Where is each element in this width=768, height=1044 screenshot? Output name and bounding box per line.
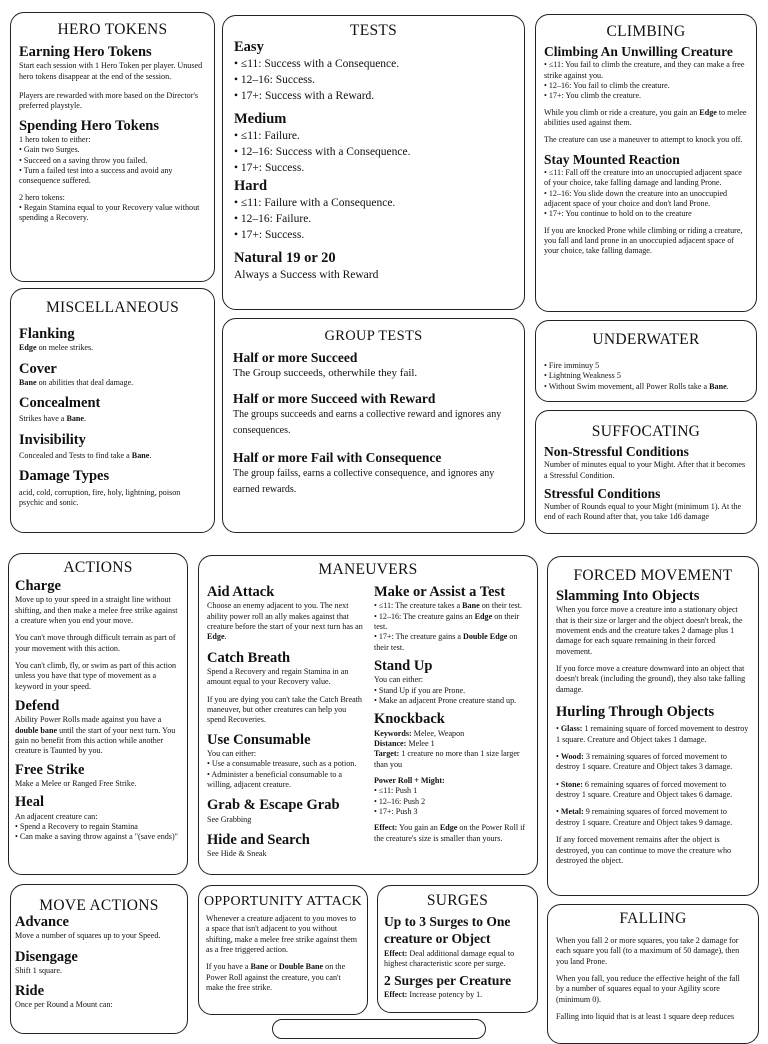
list-item: • Gain two Surges. [19, 145, 80, 155]
list-item: • Without Swim movement, all Power Rolls take a Bane. [544, 381, 729, 391]
text: You can either: [207, 748, 257, 758]
text: Whenever a creature adjacent to you moves to a space that isn't adjacent to you without shifting, make a melee free strike against them as a free triggered action. [206, 914, 358, 955]
text: Number of Rounds equal to your Might (minimum 1). At the end of each Round after that, you take 1d6 damage [544, 502, 742, 522]
text: Effect: You gain an Edge on the Power Roll if the creature's size is smaller than yours. [373, 823, 526, 843]
text: The group failss, earns a collective consequence, and ignores any earned rewards. [233, 467, 495, 495]
section-heading: Stressful Conditions [544, 485, 661, 501]
section-heading: Slamming Into Objects [556, 588, 700, 604]
text: Edge on melee strikes. [19, 343, 94, 353]
text: Shift 1 square. [15, 965, 62, 975]
list-item: • 17+: Success. [234, 229, 305, 242]
section-heading: Damage Types [19, 468, 110, 485]
surges-panel [377, 885, 538, 1013]
panel-title: HERO TOKENS [57, 21, 168, 38]
list-item: • 17+: Success. [234, 161, 305, 174]
text: Effect: Increase potency by 1. [384, 989, 483, 999]
list-item: • 12–16: Success. [234, 74, 316, 87]
section-heading: Knockback [373, 711, 445, 728]
list-item: • Lightning Weakness 5 [544, 371, 621, 381]
list-item: • ≤11: Success with a Consequence. [234, 58, 400, 71]
section-heading: Up to 3 Surges to One creature or Object [384, 914, 511, 946]
text: Choose an enemy adjacent to you. The next ability power roll an ally makes against that creature before the start of your next turn has an Edge. [207, 601, 363, 642]
text: You can't climb, fly, or swim as part of this action unless you have that type of movement as a keyword in your speed. [15, 661, 177, 691]
list-item: • 12–16: Push 2 [373, 796, 426, 806]
panel-title: UNDERWATER [592, 331, 700, 348]
text: Ability Power Rolls made against you have a double bane until the start of your next turn. You gain no benefit from this action while another creature is Taunted by you. [15, 715, 176, 756]
section-heading: Hurling Through Objects [556, 704, 715, 721]
list-item: • Fire imminuy 5 [544, 361, 600, 370]
list-item: • Can make a saving throw against a "(save ends)" [15, 832, 178, 842]
actions-panel [8, 553, 188, 875]
list-item: • Regain Stamina equal to your Recovery value without spending a Recovery. [19, 203, 200, 223]
text: An adjacent creature can: [15, 811, 98, 821]
section-heading: Use Consumable [207, 731, 311, 748]
list-item: • Stand Up if you are Prone. [373, 685, 466, 695]
list-item: • Stone: 6 remaining squares of forced movement to destroy 1 square. Creature and Object takes 6 damage. [556, 779, 733, 800]
list-item: • ≤11: Push 1 [373, 786, 418, 796]
section-heading: Defend [15, 698, 60, 715]
text: Number of minutes equal to your Might. After that it becomes a Stressful Condition. [544, 460, 746, 480]
section-heading: Hard [234, 178, 268, 194]
miscellaneous-panel [10, 288, 215, 533]
section-heading: Catch Breath [207, 649, 291, 666]
section-heading: Cover [19, 360, 57, 377]
section-heading: Heal [15, 794, 44, 811]
text: acid, cold, corruption, fire, holy, lightning, poison psychic and sonic. [19, 487, 181, 507]
section-heading: Grab & Escape Grab [207, 797, 340, 814]
section-heading: Easy [234, 39, 264, 55]
panel-title: MISCELLANEOUS [45, 299, 180, 316]
falling-panel [547, 904, 759, 1044]
text: Keywords: Melee, Weapon [373, 728, 465, 738]
text: You can't move through difficult terrain as part of your movement with this action. [15, 633, 176, 653]
section-heading: 2 Surges per Creature [384, 973, 512, 989]
text: If you force move a creature downward into an object that doesn't break (including the ground), they also take falling damage. [556, 664, 746, 694]
list-item: • 17+: Success with a Reward. [234, 90, 375, 103]
section-heading: Climbing An Unwilling Creature [544, 44, 733, 59]
section-heading: Ride [15, 983, 44, 1000]
panel-title: ACTIONS [63, 559, 133, 576]
section-heading: Earning Hero Tokens [19, 44, 152, 60]
panel-title: MANEUVERS [318, 561, 418, 578]
text: Target: 1 creature no more than 1 size larger than you [373, 749, 520, 769]
section-heading: Hide and Search [207, 831, 310, 848]
text: Power Roll + Might: [373, 775, 445, 785]
list-item: • 12–16: You fail to climb the creature. [544, 80, 670, 90]
section-heading: Flanking [19, 326, 75, 342]
text: When you fall, you reduce the effective height of the fall by a number of squares equal to your Agility score (minimum 0). [556, 974, 740, 1004]
list-item: • Turn a failed test into a success and avoid any consequence suffered. [19, 165, 173, 186]
underwater-panel [535, 320, 757, 402]
section-heading: Free Strike [15, 761, 85, 778]
list-item: • Succeed on a saving throw you failed. [19, 155, 148, 165]
text: If you are dying you can't take the Catch Breath maneuver, but other creatures can help you spend Recoveries. [207, 694, 362, 725]
list-item: • 12–16: The creature gains an Edge on their test. [373, 611, 520, 631]
panel-title: SUFFOCATING [591, 423, 701, 440]
section-heading: Half or more Fail with Consequence [233, 449, 442, 465]
section-heading: Natural 19 or 20 [234, 249, 336, 266]
list-item: • Metal: 9 remaining squares of forced movement to destroy 1 square. Creature and Object takes 9 damage. [556, 807, 733, 827]
text: If any forced movement remains after the object is destroyed, you can continue to move the creature who destroyed the object. [556, 835, 732, 865]
text: Players are rewarded with more based on the Director's preferred playstyle. [19, 90, 199, 111]
text: Falling into liquid that is at least 1 square deep reduces [556, 1012, 735, 1022]
section-heading: Invisibility [19, 431, 86, 448]
list-item: • Glass: 1 remaining square of forced movement to destroy 1 square. Creature and Object takes 1 damage. [556, 724, 749, 744]
text: While you climb or ride a creature, you gain an Edge to melee abilities used against them. [544, 107, 747, 127]
text: See Hide & Sneak [207, 849, 267, 859]
panel-title: OPPORTUNITY ATTACK [203, 894, 363, 909]
list-item: • Spend a Recovery to regain Stamina [15, 821, 138, 831]
list-item: • Make an adjacent Prone creature stand up. [373, 695, 517, 705]
panel-title: TESTS [349, 22, 398, 39]
panel-title: FORCED MOVEMENT [573, 567, 733, 584]
suffocating-panel [535, 410, 757, 534]
text: If you are knocked Prone while climbing or riding a creature, you fall and land prone in an unoccupied adjacent space of your choice, take falling damage. [544, 225, 743, 256]
list-item: • ≤11: You fail to climb the creature, and they can make a free strike against you. [544, 60, 745, 80]
text: Spend a Recovery and regain Stamina in an amount equal to your Recovery value. [207, 666, 349, 687]
move-actions-panel [10, 884, 188, 1034]
maneuvers-panel [198, 555, 538, 875]
section-heading: Medium [234, 110, 287, 127]
text: Once per Round a Mount can: [15, 1000, 113, 1010]
text: Make a Melee or Ranged Free Strike. [15, 778, 137, 788]
text: 2 hero tokens: [19, 192, 65, 202]
text: Start each session with 1 Hero Token per player. Unused hero tokens disappear at the end of the session. [19, 61, 203, 81]
tests-panel [222, 15, 525, 310]
section-heading: Aid Attack [207, 584, 275, 600]
group-tests-panel [222, 318, 525, 533]
section-heading: Disengage [15, 948, 78, 965]
hero-tokens-panel [10, 12, 215, 282]
list-item: • ≤11: Failure with a Consequence. [234, 197, 396, 210]
panel-title: CLIMBING [606, 23, 686, 40]
opportunity-attack-panel [198, 885, 368, 1015]
text: Effect: Deal additional damage equal to highest characteristic score per surge. [384, 948, 515, 969]
list-item: • Use a consumable treasure, such as a potion. [207, 759, 357, 769]
list-item: • Administer a beneficial consumable to a willing, adjacent creature. [207, 769, 342, 789]
text: Always a Success with Reward [234, 268, 379, 281]
list-item: • 12–16: Failure. [234, 213, 312, 226]
list-item: • 17+: You continue to hold on to the creature [544, 209, 692, 219]
climbing-panel [535, 14, 757, 312]
list-item: • 12–16: Success with a Consequence. [234, 145, 411, 158]
text: See Grabbing [207, 814, 252, 824]
section-heading: Half or more Succeed [233, 350, 358, 365]
text: Bane on abilities that deal damage. [19, 377, 134, 387]
list-item: • Wood: 3 remaining squares of forced movement to destroy 1 square. Creature and Object takes 3 damage. [556, 752, 733, 772]
list-item: • ≤11: Failure. [234, 129, 300, 142]
text: Move a number of squares up to your Speed. [15, 931, 161, 941]
text: The groups succeeds and earns a collective reward and ignores any consequences. [233, 408, 502, 436]
list-item: • 12–16: You slide down the creature into an unoccupied adjacent space of your choice and don't land Prone. [544, 188, 728, 208]
text: You can either: [373, 675, 424, 685]
section-heading: Stay Mounted Reaction [544, 151, 680, 167]
forced-movement-panel [547, 556, 759, 896]
text: Concealed and Tests to find take a Bane. [19, 450, 152, 460]
text: The creature can use a maneuver to attempt to knock you off. [544, 135, 743, 145]
text: The Group succeeds, otherwhile they fail. [233, 367, 418, 380]
section-heading: Charge [15, 578, 61, 594]
section-heading: Make or Assist a Test [373, 584, 506, 600]
section-heading: Concealment [19, 395, 101, 412]
text: Strikes have a Bane. [19, 414, 87, 424]
text: 1 hero token to either: [19, 134, 91, 144]
section-heading: Advance [15, 914, 69, 930]
text: Move up to your speed in a straight line without shifting, and then make a melee free strike against a creature when you end your move. [15, 595, 178, 625]
list-item: • 17+: You climb the creature. [544, 91, 642, 101]
panel-title: SURGES [426, 892, 489, 909]
text: Distance: Melee 1 [373, 738, 435, 748]
bottom-panel [272, 1019, 486, 1039]
section-heading: Stand Up [373, 658, 433, 675]
panel-title: MOVE ACTIONS [39, 897, 159, 914]
text: If you have a Bane or Double Bane on the Power Roll against the creature, you can't make the free strike. [206, 962, 346, 993]
panel-title: FALLING [619, 910, 687, 927]
list-item: • 17+: Push 3 [373, 807, 418, 817]
section-heading: Half or more Succeed with Reward [233, 390, 436, 406]
section-heading: Non-Stressful Conditions [544, 444, 689, 459]
panel-title: GROUP TESTS [324, 328, 423, 344]
list-item: • 17+: The creature gains a Double Edge on their test. [373, 632, 518, 652]
text: When you fall 2 or more squares, you take 2 damage for each square you fall (to a maximum of 50 damage), then you land Prone. [556, 936, 740, 966]
section-heading: Spending Hero Tokens [19, 117, 159, 134]
text: When you force move a creature into a stationary object that is their size or larger and the object doesn't break, the movement ends and the creature takes 2 damage plus 1 damage for each square remaining in their forced movement. [556, 605, 743, 656]
list-item: • ≤11: The creature takes a Bane on their test. [373, 601, 522, 611]
list-item: • ≤11: Fall off the creature into an unoccupied adjacent space of your choice, take falling damage and landing Prone. [544, 167, 742, 188]
